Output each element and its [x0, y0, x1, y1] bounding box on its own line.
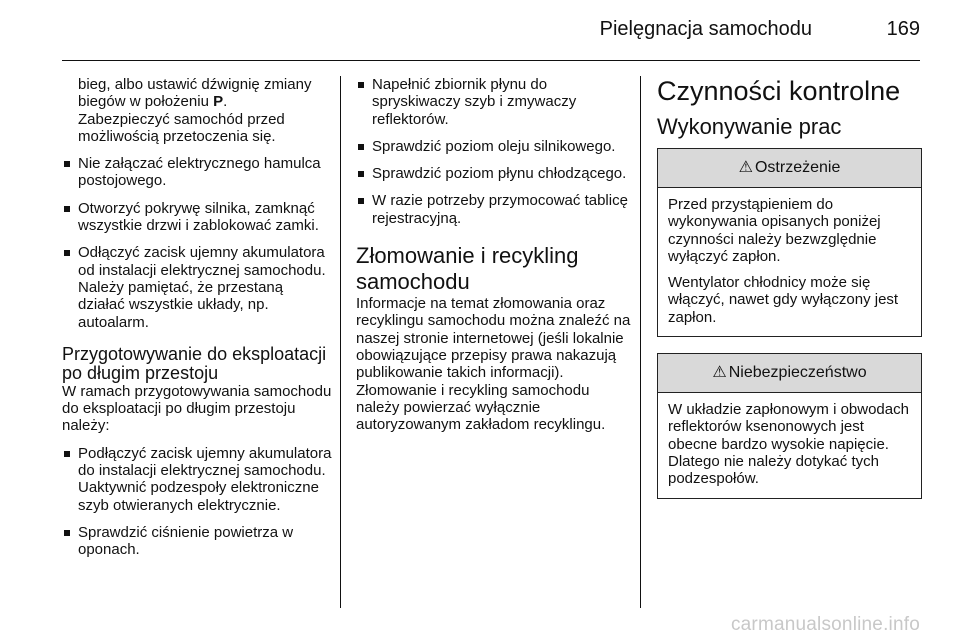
danger-box — [657, 353, 922, 498]
watermark: carmanualsonline.info — [730, 614, 920, 635]
column-1 — [62, 76, 332, 559]
warning-text: Wentylator chłodnicy może się włączyć, nawet gdy wyłączony jest zapłon. — [668, 274, 899, 326]
subsection-heading: Przygotowywanie do eksploatacji po długim przestoju — [62, 343, 327, 383]
intro-line: możliwością przetoczenia się. — [78, 127, 276, 145]
gear-position-p: P — [213, 93, 224, 111]
warning-icon: ⚠ — [712, 364, 727, 382]
page-header — [62, 16, 920, 56]
list-item: Napełnić zbiornik płynu do spryskiwaczy szyb i zmywaczy reflektorów. — [356, 76, 631, 128]
danger-body — [658, 393, 921, 497]
danger-header — [658, 354, 921, 393]
warning-box — [657, 148, 922, 337]
section-heading: Złomowanie i recykling samochodu — [356, 243, 579, 295]
warning-body — [658, 188, 921, 336]
danger-heading: Niebezpieczeństwo — [728, 364, 867, 382]
list-item: Sprawdzić poziom oleju silnikowego. — [356, 138, 631, 155]
warning-heading: Ostrzeżenie — [754, 159, 841, 177]
column-divider-2 — [640, 76, 641, 608]
list-item: Sprawdzić poziom płynu chłodzącego. — [356, 165, 631, 182]
list-item: Nie załączać elektrycznego hamulca postojowego. — [62, 155, 332, 190]
page-number: 169 — [886, 18, 920, 40]
column-3 — [657, 76, 922, 499]
column-2 — [356, 76, 631, 433]
subsection-text: W ramach przygotowywania samochodu do eksploatacji po długim przestoju należy: — [62, 382, 332, 435]
danger-text: W układzie zapłonowym i obwodach reflektorów ksenonowych jest obecne bardzo wysokie napięcie. Dlatego nie należy dotykać tych podzespołów. — [668, 401, 909, 488]
list-item: Sprawdzić ciśnienie powietrza w oponach. — [62, 524, 332, 559]
list-item: Odłączyć zacisk ujemny akumulatora od instalacji elektrycznej samochodu. Należy pamiętać, że przestaną działać wszystkie układy, np. autoalarm. — [62, 244, 332, 330]
list-item: Podłączyć zacisk ujemny akumulatora do instalacji elektrycznej samochodu. Uaktywnić podzespoły elektroniczne szyb otwieranych elektrycznie. — [62, 445, 332, 514]
intro-line: Zabezpieczyć samochód przed — [78, 110, 285, 128]
list-item: Otworzyć pokrywę silnika, zamknąć wszystkie drzwi i zablokować zamki. — [62, 200, 332, 235]
section-subtitle: Wykonywanie prac — [657, 114, 842, 139]
header-title: Pielęgnacja samochodu — [599, 18, 812, 40]
column-divider-1 — [340, 76, 341, 608]
warning-text: Przed przystąpieniem do wykonywania opisanych poniżej czynności należy bezwzględnie wyłączyć zapłon. — [668, 196, 881, 265]
intro-line: bieg, albo ustawić dźwignię zmiany — [78, 76, 312, 93]
list-item: W razie potrzeby przymocować tablicę rejestracyjną. — [356, 192, 631, 227]
chapter-title: Czynności kontrolne — [657, 76, 901, 106]
warning-icon: ⚠ — [738, 159, 753, 177]
warning-header — [658, 149, 921, 188]
section-text: Informacje na temat złomowania oraz recyklingu samochodu można znaleźć na naszej stronie internetowej (jeśli lokalnie obowiązujące przepisy prawa nakazują publikowanie takich informacji). Złomowanie i recykling samochodu należy powierzać wyłącznie autoryzowanym zakładom recyklingu. — [356, 295, 631, 434]
intro-line: biegów w położeniu P. — [78, 93, 228, 111]
header-rule — [62, 60, 920, 61]
